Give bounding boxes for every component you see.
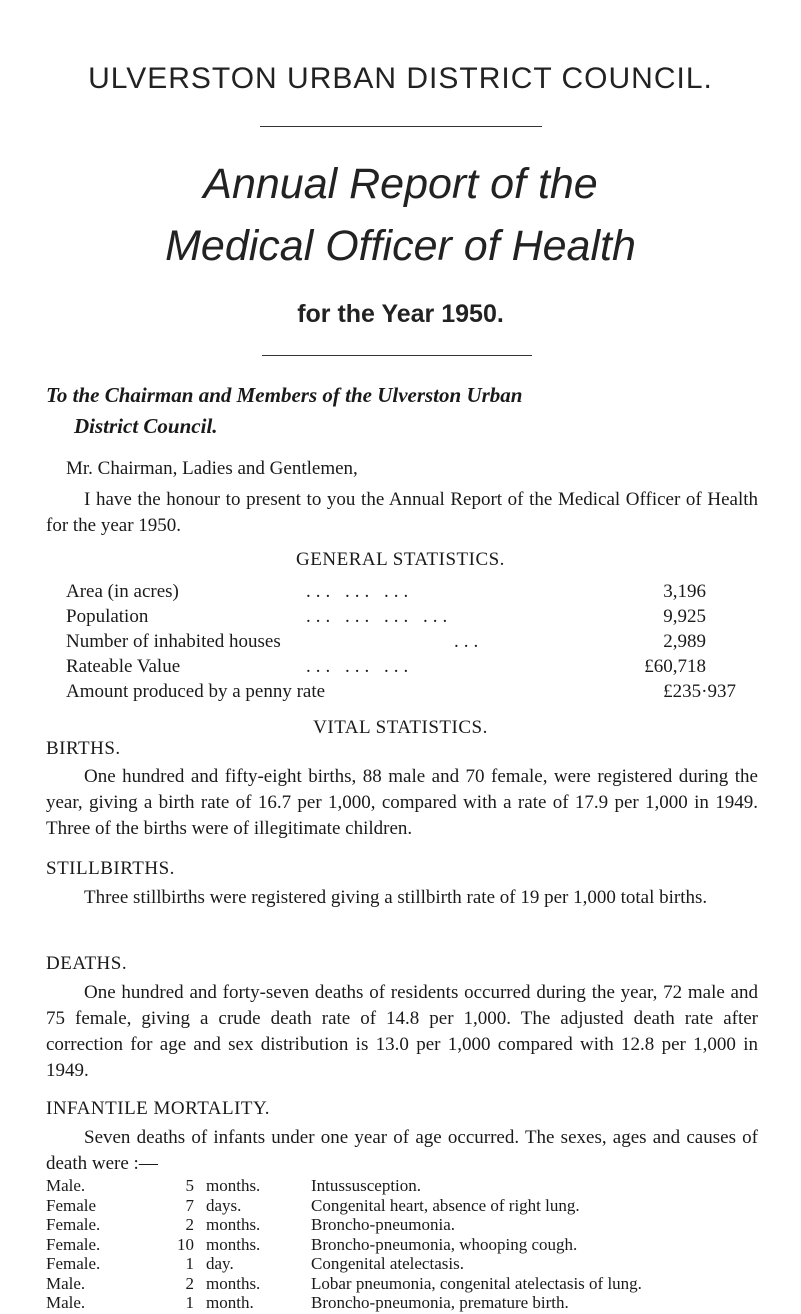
infant-age-number: 1 [185,1293,194,1312]
infant-cause: Congenital heart, absence of right lung. [311,1195,580,1215]
infant-age-unit: months. [206,1273,261,1293]
stat-value: £60,718 [644,656,706,677]
addressee [46,380,766,442]
infant-age-unit: month. [206,1293,254,1312]
stat-row-penny-rate [66,681,736,705]
stat-value: 3,196 [663,581,706,602]
infant-age-unit: months. [206,1176,261,1195]
stat-row-houses [66,631,706,655]
infant-sex: Male. [46,1273,86,1293]
report-title-line1: Annual Report of the [203,160,598,208]
infant-age-number: 2 [185,1215,194,1234]
infant-age-unit: months. [206,1215,261,1234]
infantile-mortality-paragraph: Seven deaths of infants under one year of age occurred. The sexes, ages and causes of death were :— [46,1127,758,1174]
stat-row-area [66,581,706,605]
stat-value: 2,989 [663,631,706,652]
infant-age-number: 7 [185,1195,194,1215]
births-paragraph: One hundred and fifty-eight births, 88 male and 70 female, were registered during the year, giving a birth rate of 16.7 per 1,000, compared with a rate of 17.9 per 1,000 in 1949. Three of the births were of illegitimate children. [46,766,758,839]
general-statistics-heading: GENERAL STATISTICS. [296,549,505,570]
title-divider [262,355,532,356]
infant-age-number: 1 [185,1254,194,1273]
stat-row-population [66,606,706,630]
infant-cause: Broncho-pneumonia, premature birth. [311,1293,569,1312]
infant-sex: Female. [46,1254,101,1273]
addressee-line2: District Council. [74,414,218,438]
leader-dots: ... ... ... [306,656,414,677]
salutation: Mr. Chairman, Ladies and Gentlemen, [66,458,358,479]
council-header: ULVERSTON URBAN DISTRICT COUNCIL. [88,62,713,95]
infant-sex: Female. [46,1234,101,1254]
stat-row-rateable-value [66,656,706,680]
infant-age-unit: months. [206,1234,261,1254]
stat-label: Number of inhabited houses [66,631,281,652]
stat-label: Amount produced by a penny rate [66,681,326,702]
infant-sex: Male. [46,1293,86,1312]
stat-label: Population [66,606,149,627]
infant-age-number: 10 [177,1234,194,1254]
infantile-mortality-heading: INFANTILE MORTALITY. [46,1098,271,1119]
infant-sex: Female. [46,1215,101,1234]
leader-dots: ... ... ... ... [306,606,453,627]
stat-value: 9,925 [663,606,706,627]
intro-paragraph: I have the honour to present to you the Annual Report of the Medical Officer of Health for the year 1950. [46,489,758,536]
infant-cause: Congenital atelectasis. [311,1254,464,1273]
leader-dots: ... ... ... [306,581,414,602]
infant-age-number: 2 [185,1273,194,1293]
stat-label: Rateable Value [66,656,181,677]
infant-sex: Male. [46,1176,86,1195]
deaths-heading: DEATHS. [46,953,128,974]
stillbirths-heading: STILLBIRTHS. [46,858,175,879]
report-title-line2: Medical Officer of Health [165,222,636,270]
addressee-line1: To the Chairman and Members of the Ulverston Urban [46,383,523,407]
infant-age-unit: days. [206,1195,242,1215]
infant-sex: Female [46,1195,97,1215]
infant-cause: Intussusception. [311,1176,422,1195]
stillbirths-paragraph: Three stillbirths were registered giving a stillbirth rate of 19 per 1,000 total births. [84,887,708,908]
infant-cause: Broncho-pneumonia, whooping cough. [311,1234,578,1254]
stat-label: Area (in acres) [66,581,179,602]
infant-cause: Broncho-pneumonia. [311,1215,455,1234]
infant-age-number: 5 [185,1176,194,1195]
report-subtitle: for the Year 1950. [297,300,504,328]
births-heading: BIRTHS. [46,738,121,759]
vital-statistics-heading: VITAL STATISTICS. [313,717,488,738]
stat-value: £235·937 [663,681,736,702]
header-divider [260,126,542,127]
deaths-paragraph: One hundred and forty-seven deaths of residents occurred during the year, 72 male and 75 female, giving a crude death rate of 14.8 per 1,000. The adjusted death rate after correction for age and sex distribution is 13.0 per 1,000 compared with 12.8 per 1,000 in 1949. [46,982,758,1081]
infant-cause: Lobar pneumonia, congenital atelectasis of lung. [311,1273,642,1293]
infant-age-unit: day. [206,1254,234,1273]
leader-dots: ... [454,631,484,652]
